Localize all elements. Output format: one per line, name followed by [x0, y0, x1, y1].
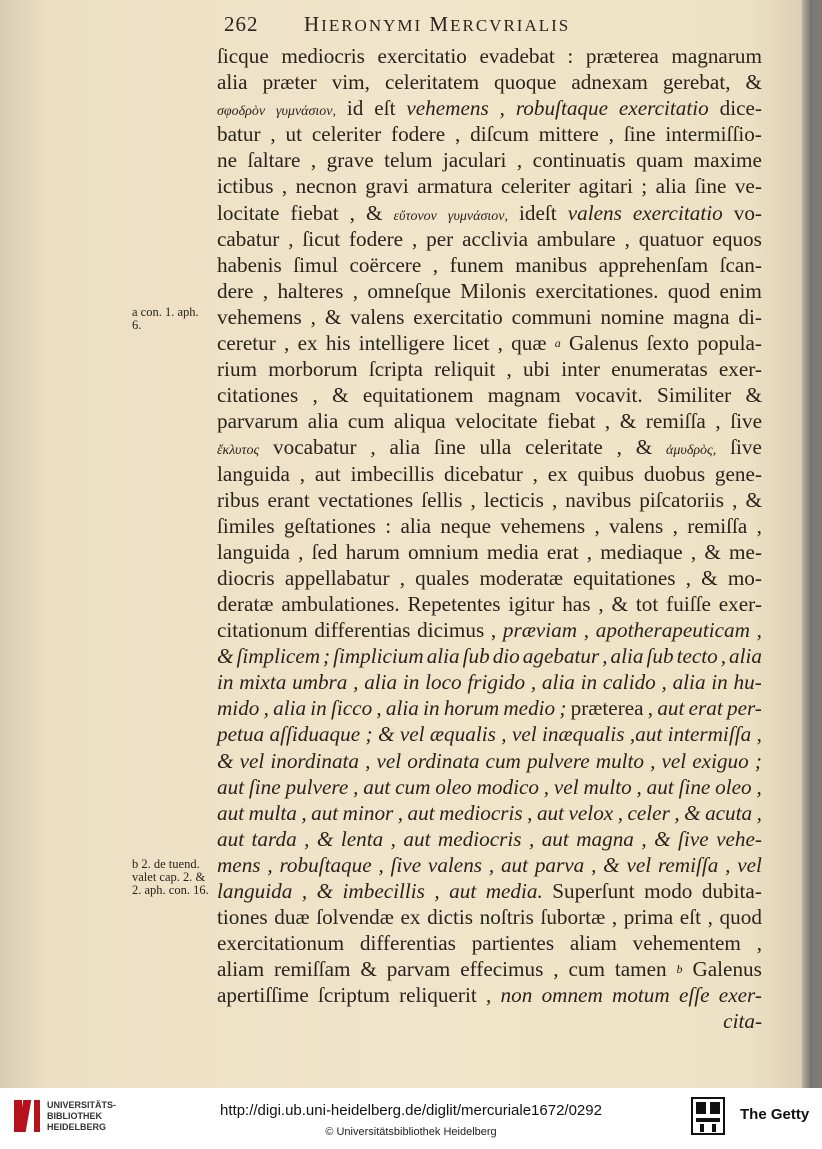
text-line: mido , alia in ſicco , alia in horum medio ; præterea , aut erat per- — [217, 696, 762, 721]
text-line: ne ſaltare , grave telum jaculari , continuatis quam maxime — [217, 148, 762, 173]
body-text — [217, 43, 762, 1035]
text-line: languida , & imbecillis , aut media. Superſunt modo dubita- — [217, 879, 762, 903]
text-line: ἔκλυτος vocabatur , alia ſine ulla celeritate , & ἀμυδρὸς, ſive — [217, 435, 762, 460]
text-line: & ſimplicem ; ſimplicium alia ſub dio agebatur , alia ſub tecto , alia — [217, 644, 762, 669]
text-line: vehemens , & valens exercitatio communi nomine magna di- — [217, 304, 762, 329]
text-line: ceretur , ex his intelligere licet , quæ a Galenus ſexto popula- — [217, 331, 762, 356]
text-line: ſicque mediocris exercitatio evadebat : præterea magnarum — [217, 44, 762, 68]
text-line: batur , ut celeriter fodere , diſcum mittere , ſine intermiſſio- — [217, 122, 762, 147]
running-title: HIERONYMI MERCVRIALIS — [304, 12, 571, 36]
text-line: cita- — [723, 1009, 762, 1034]
text-line: aut ſine pulvere , aut cum oleo modico , vel multo , aut ſine oleo , — [217, 774, 762, 799]
page-edge — [802, 0, 812, 1088]
text-line: citationum differentias dicimus , præviam , apotherapeuticam , — [217, 618, 762, 643]
text-line: citationes , & equitationem magnam vocavit. Similiter & — [217, 383, 762, 408]
text-line: alia præter vim, celeritatem quoque adnexam gerebat, & — [217, 70, 762, 95]
text-line: & vel inordinata , vel ordinata cum pulvere multo , vel exiguo ; — [217, 748, 762, 773]
text-line: ictibus , necnon gravi armatura celeriter agitari ; alia ſine ve- — [217, 174, 762, 199]
text-line: deratæ ambulationes. Repetentes igitur has , & tot fuiſſe exer- — [217, 591, 762, 616]
text-line: rium morborum ſcripta reliquit , ubi inter enumeratas exer- — [217, 357, 762, 382]
text-line: diocris appellabatur , quales moderatæ equitationes , & mo- — [217, 565, 762, 590]
text-line: dere , halteres , omneſque Milonis exercitationes. quod enim — [217, 278, 762, 303]
getty-label: The Getty — [740, 1106, 810, 1123]
text-line: parvarum alia cum aliqua velocitate fiebat , & remiſſa , ſive — [217, 409, 762, 434]
margin-note-a: a con. 1. aph. 6. — [132, 305, 199, 332]
viewer-footer — [0, 1088, 822, 1149]
text-line: locitate fiebat , & εὔτονον γυμνάσιον, ideſt valens exercitatio vo- — [217, 200, 762, 225]
text-line: cabatur , ſicut fodere , per acclivia ambulare , quatuor equos — [217, 226, 762, 251]
page-number: 262 — [224, 12, 259, 36]
text-line: languida , aut imbecillis dicebatur , ex quibus duobus gene- — [217, 461, 762, 486]
text-line: aut multa , aut minor , aut mediocris , aut velox , celer , & acuta , — [217, 800, 762, 825]
margin-note-b: b 2. de tuend. valet cap. 2. & 2. aph. con. 16. — [132, 857, 209, 897]
text-line: aliam remiſſam & parvam effecimus , cum tamen b Galenus — [217, 957, 762, 982]
text-line: ſimiles geſtationes : alia neque vehemens , valens , remiſſa , — [217, 513, 762, 538]
text-line: petua aſſiduaque ; & vel æqualis , vel inæqualis ,aut intermiſſa , — [217, 722, 762, 747]
text-line: exercitationum differentias partientes aliam vehementem , — [217, 931, 762, 956]
text-line: ribus erant vectationes ſellis , lecticis , navibus piſcatoriis , & — [217, 487, 762, 512]
text-line: habenis ſimul coërcere , funem manibus apprehenſam ſcan- — [217, 252, 762, 277]
text-line: in mixta umbra , alia in loco frigido , alia in calido , alia in hu- — [217, 670, 762, 695]
getty-logo-icon — [690, 1096, 726, 1136]
library-name: UNIVERSITÄTS- BIBLIOTHEK HEIDELBERG — [47, 1100, 117, 1132]
text-line: mens , robuſtaque , ſive valens , aut parva , & vel remiſſa , vel — [217, 852, 762, 877]
text-line: apertiſſime ſcriptum reliquerit , non omnem motum eſſe exer- — [217, 983, 762, 1008]
text-line: tiones duæ ſolvendæ ex dictis noſtris ſubortæ , prima eſt , quod — [217, 905, 762, 930]
text-line: σφοδρὸν γυμνάσιον, id eſt vehemens , robuſtaque exercitatio dice- — [217, 96, 762, 121]
permalink-url[interactable]: http://digi.ub.uni-heidelberg.de/diglit/mercuriale1672/0292 — [220, 1102, 602, 1119]
text-line: languida , ſed harum omnium media erat , mediaque , & me- — [217, 539, 762, 564]
text-line: aut tarda , & lenta , aut mediocris , aut magna , & ſive vehe- — [217, 826, 762, 851]
copyright-notice: © Universitätsbibliothek Heidelberg — [325, 1126, 497, 1138]
